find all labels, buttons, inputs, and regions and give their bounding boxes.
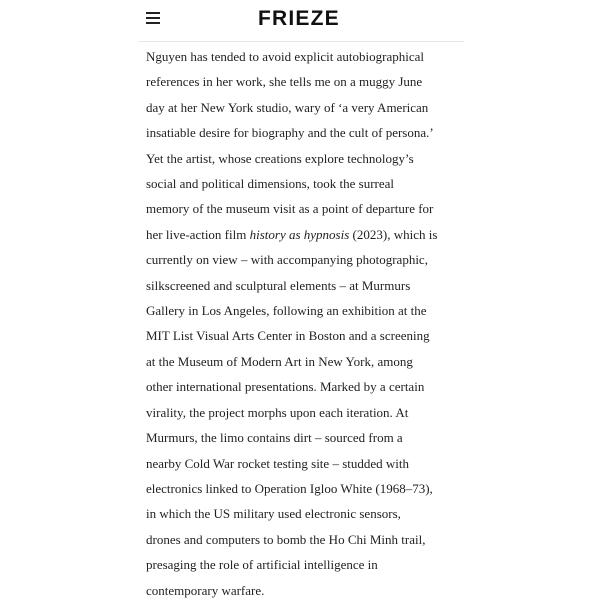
article-line-12: MIT List Visual Arts Center in Boston and a screening xyxy=(146,328,430,344)
article-line-19: in which the US military used electronic sensors, xyxy=(146,506,401,522)
site-logo[interactable]: FRIEZE xyxy=(258,7,340,30)
article-line-8-suffix: (2023), which is xyxy=(349,226,438,242)
article-line-8-prefix: her live-action film xyxy=(146,226,250,242)
article-line-17: nearby Cold War rocket testing site – studded with xyxy=(146,455,409,471)
article-line-3: day at her New York studio, wary of ‘a very American xyxy=(146,99,429,115)
article-line-5: Yet the artist, whose creations explore technology’s xyxy=(146,150,414,166)
article-line-22: contemporary warfare. xyxy=(146,582,265,598)
article-line-10: silkscreened and sculptural elements – at Murmurs xyxy=(146,277,411,293)
site-header xyxy=(138,0,464,42)
menu-line xyxy=(146,12,160,14)
article-line-15: virality, the project morphs upon each iteration. At xyxy=(146,404,409,420)
article-line-4: insatiable desire for biography and the cult of persona.’ xyxy=(146,125,434,141)
article-paragraph xyxy=(146,44,466,603)
article-line-11: Gallery in Los Angeles, following an exhibition at the xyxy=(146,303,427,319)
article-line-2: references in her work, she tells me on a muggy June xyxy=(146,74,423,90)
article-line-20: drones and computers to bomb the Ho Chi Minh trail, xyxy=(146,531,426,547)
article-line-21: presaging the role of artificial intelligence in xyxy=(146,557,378,573)
article-line-7: memory of the museum visit as a point of departure for xyxy=(146,201,434,217)
article-page xyxy=(138,0,464,600)
menu-line xyxy=(146,17,160,19)
article-body xyxy=(146,44,466,603)
article-line-1: Nguyen has tended to avoid explicit autobiographical xyxy=(146,49,424,64)
article-line-6: social and political dimensions, took the surreal xyxy=(146,176,395,192)
film-title: history as hypnosis xyxy=(249,226,350,242)
article-line-9: currently on view – with accompanying photographic, xyxy=(146,252,428,268)
article-line-18: electronics linked to Operation Igloo White (1968–73), xyxy=(146,480,433,496)
article-line-16: Murmurs, the limo contains dirt – sourced from a xyxy=(146,430,403,446)
article-line-13: at the Museum of Modern Art in New York, among xyxy=(146,353,413,369)
article-line-8 xyxy=(146,222,466,247)
hamburger-menu-icon[interactable] xyxy=(146,12,160,24)
menu-line xyxy=(146,22,160,24)
article-line-14: other international presentations. Marked by a certain xyxy=(146,379,425,395)
